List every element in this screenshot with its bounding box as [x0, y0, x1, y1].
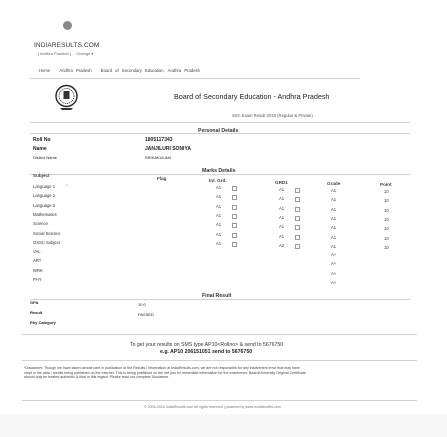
name-value: JANJILURI SONIYA: [145, 146, 191, 152]
gpa-value: 10.0: [138, 302, 146, 307]
sms-instruction: To get your results on SMS type AP10<Rollno> & send to 5676750: [130, 342, 284, 348]
subject-name: Language 3: [33, 202, 56, 208]
breadcrumb-home[interactable]: Home: [39, 68, 51, 73]
int-grade-header: Int. Grd.: [209, 178, 227, 183]
grade-point: 10: [384, 198, 389, 204]
sms-example: e.g. AP10 206151051 send to 5676750: [160, 349, 253, 355]
breadcrumb-board[interactable]: Board of Secondary Education, Andhra Pradesh: [100, 68, 200, 73]
footer-copyright: © 2004-2016 IndiaResults.com all rights reserved | powered by www.mobilesoftts.com: [144, 405, 281, 409]
subject-name: PHY: [33, 277, 42, 282]
breadcrumb-state[interactable]: Andhra Pradesh: [59, 68, 92, 73]
grade-header: Grade: [327, 181, 341, 186]
grade-point: 10: [384, 244, 389, 250]
row-checkbox-icon: [295, 225, 300, 230]
subject-grade: A1: [331, 215, 337, 221]
grade-point: 10: [384, 226, 389, 232]
grd1-grade: A1: [279, 233, 285, 239]
grd1-grade: A1: [279, 214, 285, 220]
roll-no-value: 1805117343: [145, 137, 173, 143]
internal-grade: A1: [216, 222, 222, 228]
final-result-title: Final Result: [202, 293, 232, 299]
row-checkbox-icon: [295, 197, 300, 202]
final-divider: [30, 299, 410, 300]
roll-no-label: Roll No: [33, 137, 51, 143]
gpa-label: GPA: [30, 300, 39, 305]
breadcrumb: [39, 68, 200, 73]
internal-grade: A1: [216, 240, 222, 246]
district-value: SRIKAKULAM: [145, 155, 171, 160]
subject-name: Mathematics: [33, 211, 57, 217]
personal-divider: [30, 133, 410, 134]
board-divider: [30, 122, 410, 123]
region-label: [ Andhra Pradesh ]: [38, 51, 72, 56]
subject-grade: A1: [331, 206, 337, 212]
name-label: Name: [33, 146, 47, 152]
internal-grade: A1: [216, 212, 222, 218]
subject-name: ART: [33, 258, 42, 264]
change-region-link[interactable]: Change ▾: [76, 51, 94, 56]
row-checkbox-icon: [232, 223, 237, 228]
grade-point: 10: [384, 189, 389, 194]
subject-name: WRK: [33, 267, 43, 273]
grade-point: 10: [384, 207, 389, 213]
row-checkbox-icon: [232, 242, 237, 247]
row-checkbox-icon: [295, 188, 300, 193]
subject-grade: A1: [331, 188, 337, 193]
phy-category-label: Phy Category: [30, 320, 56, 325]
subject-grade: A1: [331, 243, 337, 249]
subject-name: Social Science: [33, 230, 61, 236]
row-checkbox-icon: [232, 214, 237, 219]
site-name[interactable]: INDIARESULTS.COM: [34, 42, 100, 49]
row-checkbox-icon: [232, 205, 237, 210]
internal-grade: A1: [216, 231, 222, 237]
personal-details-title: Personal Details: [198, 128, 239, 134]
result-label: Result: [30, 310, 43, 315]
grd1-grade: A1: [279, 196, 285, 202]
subject-name: Language 2: [33, 193, 56, 199]
grd1-grade: A1: [279, 205, 285, 211]
internal-grade: A1: [216, 194, 222, 200]
subject-grade: A1: [331, 225, 337, 231]
site-logo-icon[interactable]: [63, 21, 72, 30]
subject-name: Science: [33, 221, 48, 227]
internal-grade: A1: [216, 203, 222, 209]
point-header: Point: [380, 182, 392, 187]
sms-divider: [22, 334, 417, 335]
disclaimer-divider: [22, 360, 417, 361]
subject-name: OSSC Subject: [33, 239, 60, 245]
internal-grade: A1: [216, 185, 222, 190]
grade-point: 10: [384, 216, 389, 222]
subject-grade: A+: [331, 270, 337, 276]
row-checkbox-icon: [295, 216, 300, 221]
subject-name: VAL: [33, 249, 41, 255]
exam-subtitle: SSC Exam Result 2016 (Regular & Private): [232, 113, 313, 118]
subject-flag: °: [66, 184, 68, 189]
footer-band: [0, 414, 447, 437]
header-divider: [30, 78, 360, 79]
grd1-grade: A1: [279, 187, 285, 192]
marks-divider: [30, 174, 410, 175]
subject-grade: A+: [331, 252, 337, 258]
grd1-header: GRD1: [275, 180, 288, 185]
subject-grade: A+: [331, 261, 337, 267]
flag-header: Flag: [157, 176, 167, 181]
row-checkbox-icon: [295, 207, 300, 212]
subject-header: Subject: [33, 173, 50, 178]
disclaimer-text: *Disclaimer: Though we have taken utmost care in publication of the Results / Information at IndiaResults.com, we are not responsible for any inadvertent error that may have crept in the data / results being published on the Internet. This is being published on the net just for immediate information for the examinees. Board/University Original Certificate should only be treated authentic & final in this regard. Please read our complete Disclaimer: [24, 366, 306, 380]
footer-divider: [22, 400, 417, 401]
subject-grade: A1: [331, 197, 337, 203]
subject-grade: A+: [331, 280, 337, 285]
board-title: Board of Secondary Education - Andhra Pradesh: [174, 92, 330, 101]
marks-details-title: Marks Details: [202, 168, 236, 174]
subject-name: Language 1: [33, 184, 56, 189]
row-checkbox-icon: [232, 233, 237, 238]
result-value: PASSED: [138, 312, 154, 317]
region-selector: [38, 51, 93, 56]
grd1-grade: A2: [279, 242, 285, 248]
row-checkbox-icon: [232, 195, 237, 200]
grd1-grade: A1: [279, 224, 285, 230]
grade-point: 10: [384, 235, 389, 241]
district-label: District Name: [33, 155, 58, 160]
row-checkbox-icon: [295, 244, 300, 249]
row-checkbox-icon: [232, 186, 237, 191]
subject-grade: A1: [331, 234, 337, 240]
state-emblem-icon: [55, 84, 78, 111]
row-checkbox-icon: [295, 235, 300, 240]
